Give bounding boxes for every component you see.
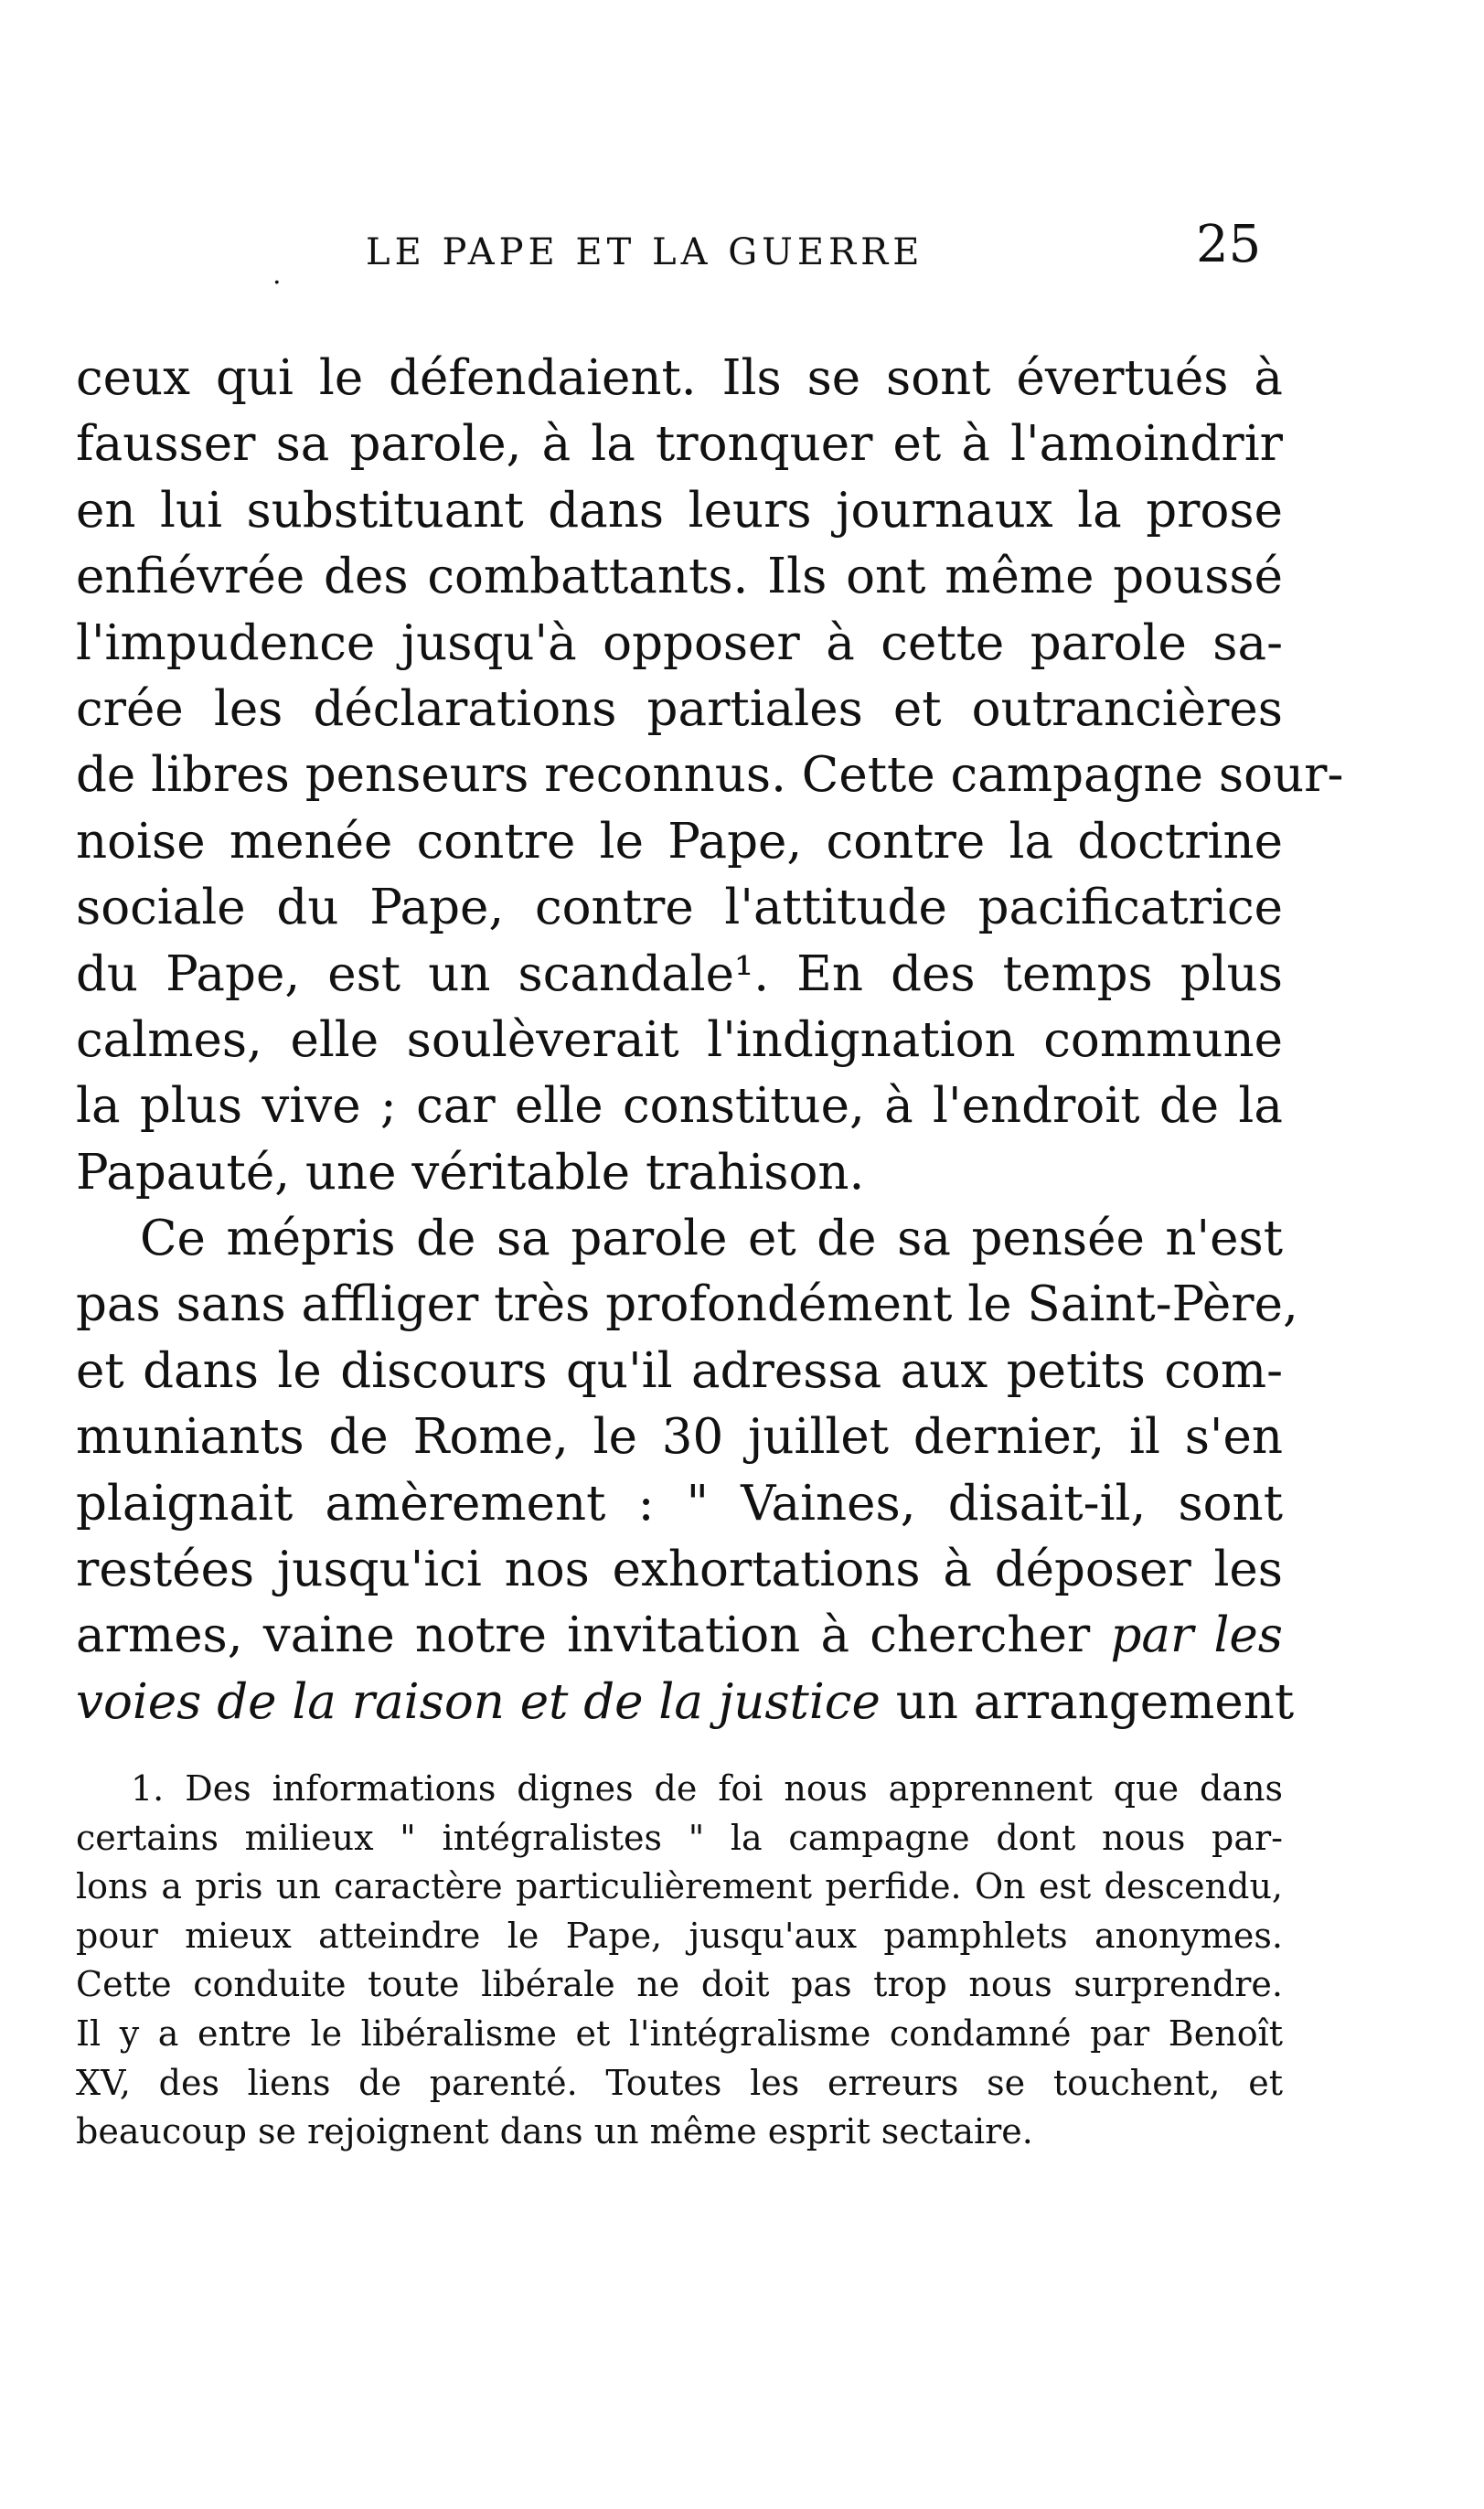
text-line: en lui substituant dans leurs journaux la prose xyxy=(76,482,1283,539)
footnote-line: Il y a entre le libéralisme et l'intégralisme condamné par Benoît xyxy=(76,2013,1283,2054)
text-line: muniants de Rome, le 30 juillet dernier, il s'en xyxy=(76,1409,1283,1466)
text-line: calmes, elle soulèverait l'indignation commune xyxy=(76,1011,1283,1068)
running-title: LE PAPE ET LA GUERRE xyxy=(366,231,924,273)
text-line: et dans le discours qu'il adressa aux petits com- xyxy=(76,1342,1283,1399)
page-number: 25 xyxy=(1196,215,1262,274)
body-text xyxy=(76,346,1344,1735)
text-line-with-italic xyxy=(76,1670,1295,1735)
text-line: pas sans affliger très profondément le Saint-Père, xyxy=(76,1276,1298,1333)
head-dot: . xyxy=(272,259,282,291)
text-line: sociale du Pape, contre l'attitude pacificatrice xyxy=(76,880,1283,936)
footnote-line: pour mieux atteindre le Pape, jusqu'aux pamphlets anonymes. xyxy=(76,1915,1283,1956)
footnote-line: 1. Des informations dignes de foi nous apprennent que dans xyxy=(131,1768,1283,1809)
text-line: de libres penseurs reconnus. Cette campagne sour- xyxy=(76,747,1344,804)
text-italic: voies de la raison et de la justice xyxy=(76,1673,881,1730)
text-roman: armes, vaine notre invitation à chercher xyxy=(76,1607,1091,1664)
footnotes xyxy=(76,1765,1283,2157)
text-line: la plus vive ; car elle constitue, à l'endroit de la xyxy=(76,1078,1283,1135)
running-head xyxy=(82,215,1271,291)
footnote-line: XV, des liens de parenté. Toutes les erreurs se touchent, et xyxy=(76,2062,1283,2103)
text-line: noise menée contre le Pape, contre la doctrine xyxy=(76,813,1283,870)
text-line: du Pape, est un scandale¹. En des temps plus xyxy=(76,945,1283,1002)
footnote-line: certains milieux " intégralistes " la campagne dont nous par- xyxy=(76,1817,1283,1858)
paragraph-last-line: Papauté, une véritable trahison. xyxy=(76,1144,865,1201)
footnote-line: lons a pris un caractère particulièrement perfide. On est descendu, xyxy=(76,1866,1283,1907)
text-line: ceux qui le défendaient. Ils se sont évertués à xyxy=(76,350,1283,406)
text-line-with-italic xyxy=(76,1603,1283,1669)
text-line: restées jusqu'ici nos exhortations à déposer les xyxy=(76,1542,1283,1598)
text-line: enfiévrée des combattants. Ils ont même poussé xyxy=(76,549,1283,605)
text-line: fausser sa parole, à la tronquer et à l'amoindrir xyxy=(76,416,1283,473)
text-roman: un arrangement xyxy=(880,1673,1295,1730)
text-line: l'impudence jusqu'à opposer à cette parole sa- xyxy=(76,614,1283,671)
text-line: crée les déclarations partiales et outrancières xyxy=(76,680,1283,737)
footnote-line: Cette conduite toute libérale ne doit pas trop nous surprendre. xyxy=(76,1964,1283,2005)
paragraph-first-line: Ce mépris de sa parole et de sa pensée n'est xyxy=(140,1211,1283,1267)
text-line: plaignait amèrement : " Vaines, disait-il, sont xyxy=(76,1475,1283,1532)
text-italic: par les xyxy=(1110,1607,1283,1664)
footnote-line: beaucoup se rejoignent dans un même esprit sectaire. xyxy=(76,2111,1033,2152)
